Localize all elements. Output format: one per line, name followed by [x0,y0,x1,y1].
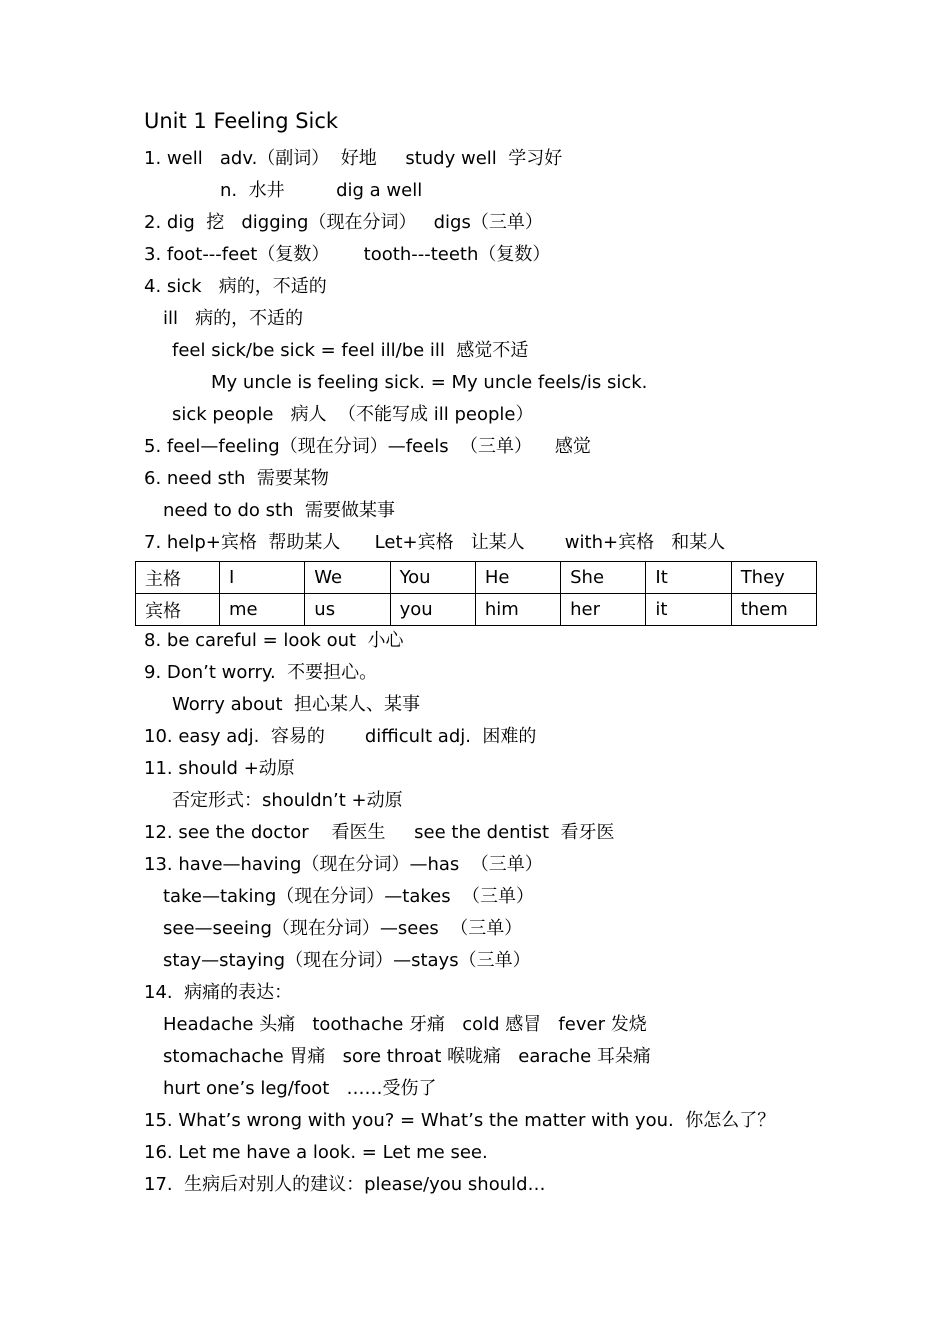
note-line: see—seeing（现在分词）—sees （三单） [163,918,523,939]
note-line: Worry about 担心某人、某事 [172,694,420,715]
note-line: 10. easy adj. 容易的 difficult adj. 困难的 [144,726,537,747]
table-cell: He [475,562,560,594]
note-line: 8. be careful = look out 小心 [144,630,404,651]
note-line: 14. 病痛的表达： [144,982,293,1003]
table-cell: us [305,594,390,626]
note-line: sick people 病人 （不能写成 ill people） [172,404,534,425]
note-line: hurt one’s leg/foot ……受伤了 [163,1078,437,1099]
note-line: 15. What’s wrong with you? = What’s the matter with you. 你怎么了？ [144,1110,776,1131]
table-cell: it [646,594,731,626]
table-row [136,594,817,626]
table-cell: They [731,562,816,594]
note-line: 3. foot---feet（复数） tooth---teeth（复数） [144,244,551,265]
note-line: ill 病的，不适的 [163,308,304,329]
table-cell: I [220,562,305,594]
table-cell: You [390,562,475,594]
table-cell: me [220,594,305,626]
table-cell: 宾格 [136,594,220,626]
table-row [136,562,817,594]
note-line: stay—staying（现在分词）—stays（三单） [163,950,531,971]
document-title: Unit 1 Feeling Sick [144,109,339,133]
table-cell: her [561,594,646,626]
note-line: 1. well adv.（副词） 好地 study well 学习好 [144,148,563,169]
note-line: stomachache 胃痛 sore throat 喉咙痛 earache 耳朵痛 [163,1046,651,1067]
table-cell: them [731,594,816,626]
table-cell: him [475,594,560,626]
note-line: 13. have—having（现在分词）—has （三单） [144,854,543,875]
note-line: 7. help+宾格 帮助某人 Let+宾格 让某人 with+宾格 和某人 [144,532,726,553]
note-line: Headache 头痛 toothache 牙痛 cold 感冒 fever 发烧 [163,1014,647,1035]
pronoun-table [135,561,817,626]
note-line: 16. Let me have a look. = Let me see. [144,1142,488,1163]
note-line: n. 水井 dig a well [220,180,423,201]
note-line: 9. Don’t worry. 不要担心。 [144,662,378,683]
note-line: 5. feel—feeling（现在分词）—feels （三单） 感觉 [144,436,591,457]
note-line: 11. should +动原 [144,758,295,779]
note-line: need to do sth 需要做某事 [163,500,395,521]
note-line: 6. need sth 需要某物 [144,468,329,489]
note-line: take—taking（现在分词）—takes （三单） [163,886,535,907]
note-line: 4. sick 病的，不适的 [144,276,327,297]
table-cell: We [305,562,390,594]
note-line: My uncle is feeling sick. = My uncle feels/is sick. [211,372,648,393]
table-cell: 主格 [136,562,220,594]
note-line: 17. 生病后对别人的建议：please/you should… [144,1174,546,1195]
note-line: 12. see the doctor 看医生 see the dentist 看牙医 [144,822,615,843]
table-cell: you [390,594,475,626]
note-line: feel sick/be sick = feel ill/be ill 感觉不适 [172,340,529,361]
table-cell: It [646,562,731,594]
table-cell: She [561,562,646,594]
note-line: 2. dig 挖 digging（现在分词） digs（三单） [144,212,543,233]
note-line: 否定形式：shouldn’t +动原 [172,790,403,811]
